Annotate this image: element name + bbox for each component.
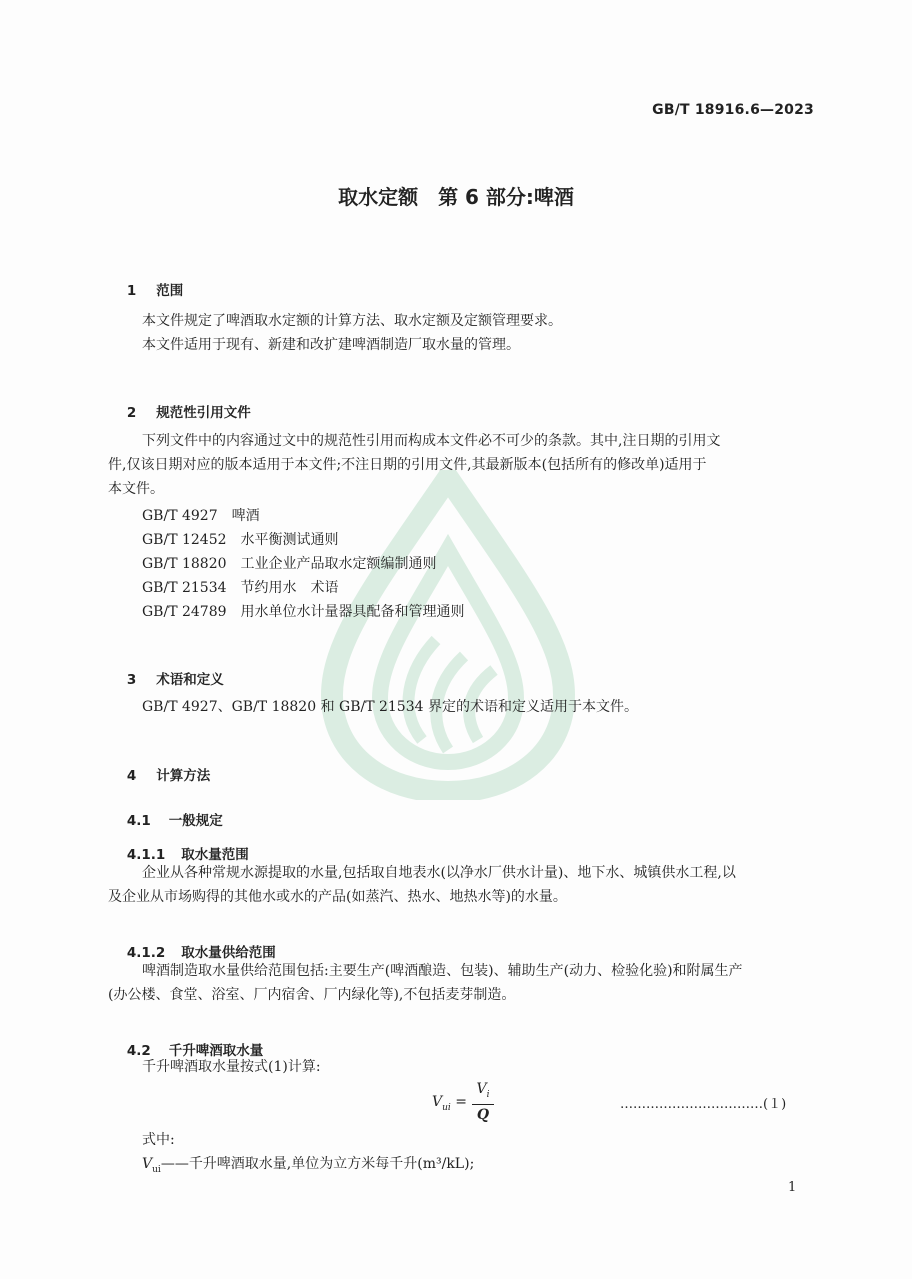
section-1-heading bbox=[108, 263, 183, 315]
reference-name: 水平衡测试通则 bbox=[240, 532, 339, 548]
reference-item bbox=[142, 505, 260, 525]
reference-code: GB/T 24789 bbox=[142, 604, 227, 620]
section-number: 1 bbox=[126, 283, 137, 299]
reference-item bbox=[142, 553, 437, 573]
paragraph: 件,仅该日期对应的版本适用于本文件;不注日期的引用文件,其最新版本(包括所有的修改单)适用于 bbox=[108, 457, 707, 473]
section-title: 千升啤酒取水量 bbox=[168, 1043, 264, 1059]
section-title: 一般规定 bbox=[168, 813, 223, 829]
section-number: 2 bbox=[126, 405, 137, 421]
standard-number: GB/T 18916.6—2023 bbox=[652, 102, 814, 118]
section-title: 范围 bbox=[156, 283, 184, 299]
reference-item bbox=[142, 577, 339, 597]
reference-name: 用水单位水计量器具配备和管理通则 bbox=[240, 604, 465, 620]
reference-item bbox=[142, 601, 465, 621]
section-title: 术语和定义 bbox=[156, 672, 224, 688]
equation-number: ……………………………(１) bbox=[620, 1097, 787, 1112]
equation-fraction: $\frac{V_i}{Q}$ bbox=[472, 1080, 494, 1125]
paragraph: 啤酒制造取水量供给范围包括:主要生产(啤酒酿造、包装)、辅助生产(动力、检验化验)和附属生产 bbox=[142, 963, 743, 979]
paragraph: GB/T 4927、GB/T 18820 和 GB/T 21534 界定的术语和定义适用于本文件。 bbox=[142, 699, 638, 715]
paragraph: 下列文件中的内容通过文中的规范性引用而构成本文件必不可少的条款。其中,注日期的引用文 bbox=[142, 433, 721, 449]
paragraph: (办公楼、食堂、浴室、厂内宿舍、厂内绿化等),不包括麦芽制造。 bbox=[108, 987, 516, 1003]
reference-name: 工业企业产品取水定额编制通则 bbox=[240, 556, 437, 572]
document-title: 取水定额 第 6 部分:啤酒 bbox=[338, 185, 574, 209]
reference-code: GB/T 12452 bbox=[142, 532, 227, 548]
section-title: 计算方法 bbox=[156, 768, 211, 784]
section-title: 取水量供给范围 bbox=[181, 945, 276, 961]
section-number: 4.1 bbox=[126, 813, 151, 829]
paragraph: 本文件规定了啤酒取水定额的计算方法、取水定额及定额管理要求。 bbox=[142, 313, 562, 329]
page-number: 1 bbox=[788, 1180, 797, 1195]
section-number: 3 bbox=[126, 672, 137, 688]
paragraph: 千升啤酒取水量按式(1)计算: bbox=[142, 1059, 321, 1075]
paragraph: 企业从各种常规水源提取的水量,包括取自地表水(以净水厂供水计量)、地下水、城镇供水工程,以 bbox=[142, 865, 736, 881]
reference-code: GB/T 18820 bbox=[142, 556, 227, 572]
water-drop-logo-icon bbox=[318, 470, 578, 800]
reference-item bbox=[142, 529, 339, 549]
paragraph: 本文件适用于现有、新建和改扩建啤酒制造厂取水量的管理。 bbox=[142, 337, 520, 353]
section-title: 规范性引用文件 bbox=[156, 405, 251, 421]
variable-definition: $V_{ui}——$千升啤酒取水量,单位为立方米每千升(m³/kL); bbox=[142, 1156, 475, 1175]
section-number: 4.1.1 bbox=[126, 847, 166, 863]
equation-lhs: $V_{ui}$ = bbox=[432, 1094, 467, 1113]
reference-name: 节约用水 术语 bbox=[240, 580, 339, 596]
reference-code: GB/T 4927 bbox=[142, 508, 218, 524]
section-number: 4.2 bbox=[126, 1043, 151, 1059]
section-number: 4 bbox=[126, 768, 137, 784]
reference-code: GB/T 21534 bbox=[142, 580, 227, 596]
paragraph: 本文件。 bbox=[108, 481, 164, 497]
section-number: 4.1.2 bbox=[126, 945, 166, 961]
paragraph: 及企业从市场购得的其他水或水的产品(如蒸汽、热水、地热水等)的水量。 bbox=[108, 889, 567, 905]
where-label: 式中: bbox=[142, 1132, 175, 1148]
section-title: 取水量范围 bbox=[181, 847, 249, 863]
reference-name: 啤酒 bbox=[231, 508, 260, 524]
